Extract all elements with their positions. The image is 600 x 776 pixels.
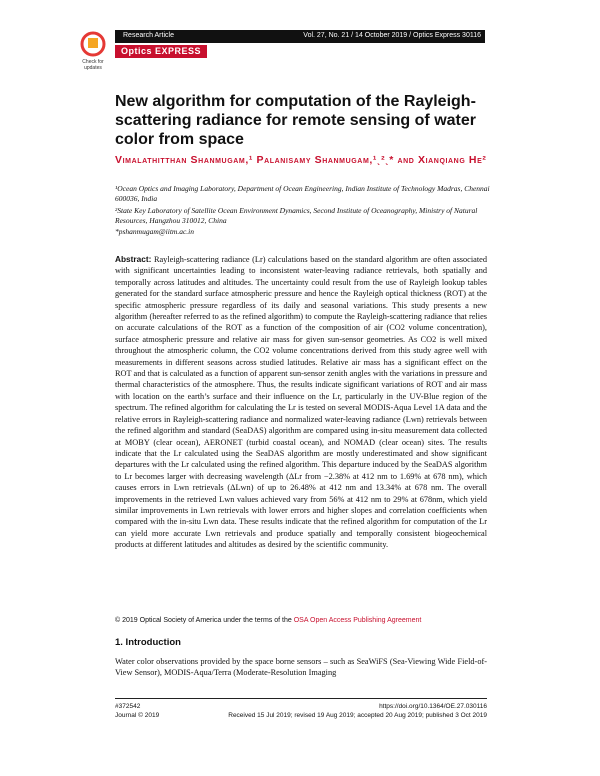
footer	[115, 702, 487, 720]
paper-title: New algorithm for computation of the Rayleigh-scattering radiance for remote sensing of water color from space	[115, 93, 476, 148]
intro-text: Water color observations provided by the space borne sensors – such as SeaWiFS (Sea-Viewing Wide Field-of-View Sensor), MODIS-Aqua/Terra (Moderate-Resolution Imaging	[115, 657, 487, 678]
citation: Vol. 27, No. 21 / 14 October 2019 / Optics Express 30116	[303, 32, 481, 39]
authors: Vimalathitthan Shanmugam,¹ Palanisamy Shanmugam,¹ˎ²ˎ* and Xianqiang He²	[115, 154, 487, 166]
affiliation-1: ¹Ocean Optics and Imaging Laboratory, Department of Ocean Engineering, Indian Institute of Technology Madras, Chennai 600036, India	[115, 184, 490, 203]
journal-name: Optics EXPRESS	[115, 45, 207, 58]
footer-rule	[115, 698, 487, 699]
abstract-label: Abstract:	[115, 254, 152, 264]
abstract	[115, 254, 487, 551]
dates: Received 15 Jul 2019; revised 19 Aug 2019; accepted 20 Aug 2019; published 3 Oct 2019	[228, 712, 487, 719]
article-type: Research Article	[123, 32, 174, 39]
journal-copyright: Journal © 2019	[115, 712, 160, 719]
check-for-updates-badge[interactable]	[76, 30, 110, 72]
copyright-text: © 2019 Optical Society of America under the terms of the	[115, 617, 294, 624]
abstract-text: Rayleigh-scattering radiance (Lr) calculations based on the standard algorithm are often associated with significant uncertainties leading to inconsistent water-leaving radiance retrievals, both spatially and temporally across latitudes and altitudes. The uncertainty could result from the use of Rayleigh lookup tables generated for the standard surface atmospheric pressure and hence the Rayleigh optical thickness (ROT) at the specific atmospheric pressure regardless of its daily and seasonal variations. This study presents a new algorithm (hereafter referred to as the refined algorithm) to compute the Rayleigh-scattering radiance that relies on accurate calculations of the ROT as a function of the composition of air (CO2 volume concentration), surface atmospheric pressure and relative air mass for given sun-sensor geometries. As CO2 is well mixed throughout the atmospheric column, the CO2 volume concentrations derived from this study agree well with measurements in different seasons across studied latitudes. Relative air mass has a significant effect on the ROT and that is calculated as a function of apparent sun-sensor zenith angles with the variations in pressure and thermal characteristics of the atmosphere. Thus, the results indicate significant variations of ROT and air mass with location on the earth’s surface and their influence on the Lr, particularly in the UV-Blue region of the spectrum. The refined algorithm for calculating the Lr is tested on several MODIS-Aqua Level 1A data and the relative errors in Rayleigh-scattering radiance and normalized water-leaving radiance (Lwn) retrievals between the refined algorithm and standard (SeaDAS) algorithm are compared using in-situ measurement data collected at MOBY (clear ocean), AERONET (turbid coastal ocean), and NOMAD (clear ocean) sites. The results indicate that the Lr calculated using the SeaDAS algorithm are mostly underestimated and show significant departures with the Lr calculated using the refined algorithm. This departure induced by the SeaDAS algorithm to Lr becomes larger with decreasing wavelength (ΔLr from −2.38% at 412 nm to 1.69% at 678 nm), which causes errors in Lwn retrievals (ΔLwn) of up to 26.48% at 412 nm and 13.34% at 678 nm. The overall improvements in the retrieved Lwn values achieved vary from 56% at 412 nm to 29% at 678nm, which yield similar improvements in Lwn retrievals with lower errors and higher slopes and correlation coefficients when compared with the in-situ Lwn data. These results indicate that the refined algorithm for computation of the Lr can yield more accurate Lwn retrievals and produce spatially and temporally consistent biogeochemical products at different latitudes and altitudes as desired by the scientific community.	[115, 255, 487, 550]
corresponding-email[interactable]: *pshanmugam@iitm.ac.in	[115, 227, 194, 236]
svg-text:updates: updates	[84, 65, 102, 71]
svg-text:Check for: Check for	[82, 59, 104, 65]
copyright	[115, 617, 495, 624]
article-id: #372542	[115, 703, 141, 710]
section-title: 1. Introduction	[115, 637, 181, 648]
doi-link[interactable]: https://doi.org/10.1364/OE.27.030116	[379, 703, 487, 710]
affiliation-2: ²State Key Laboratory of Satellite Ocean Environment Dynamics, Second Institute of Oceanography, Ministry of Natural Resources, Hangzhou 310012, China	[115, 206, 478, 225]
header-bar	[115, 30, 485, 43]
copyright-link[interactable]: OSA Open Access Publishing Agreement	[293, 617, 422, 624]
